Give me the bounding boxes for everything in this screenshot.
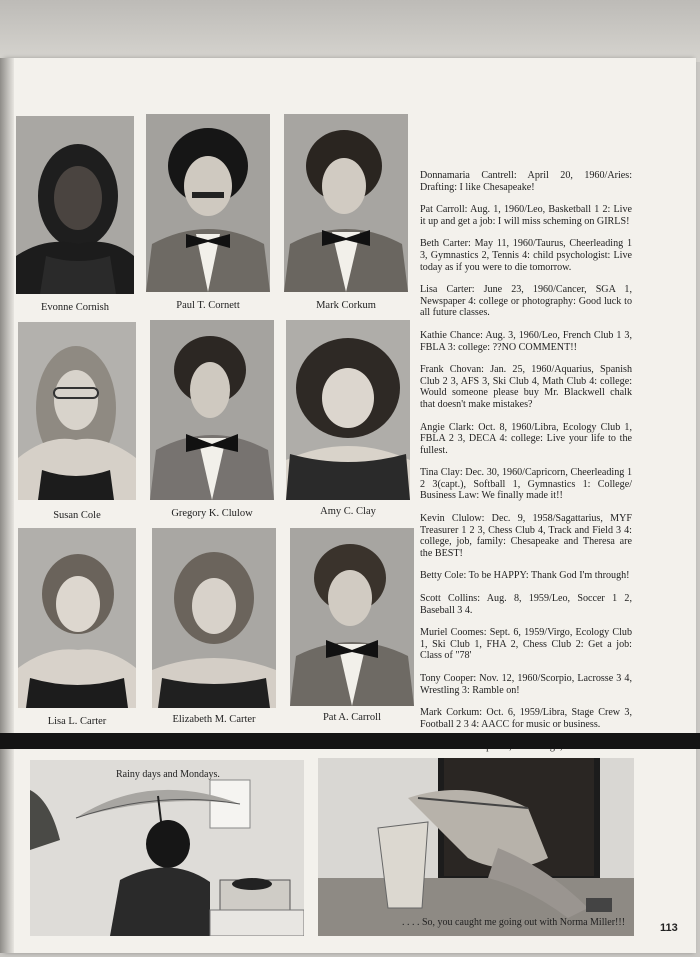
portrait-name: Evonne Cornish: [41, 302, 109, 313]
portrait-name: Lisa L. Carter: [47, 716, 107, 727]
portrait-photo: [284, 114, 408, 292]
portrait-photo: [16, 116, 134, 294]
portrait-name: Amy C. Clay: [320, 506, 376, 517]
bio-entry: Betty Cole: To be HAPPY: Thank God I'm through!: [420, 570, 630, 582]
portrait-photo: [152, 528, 276, 708]
bio-entry: Beth Carter: May 11, 1960/Taurus, Cheerleading 1 3, Gymnastics 2, Tennis 4: child psychologist: Live today as if you were to die tomorrow.: [420, 238, 632, 273]
portrait-photo: [150, 320, 274, 500]
bio-entry: Tony Cooper: Nov. 12, 1960/Scorpio, Lacrosse 3 4, Wrestling 3: Ramble on!: [420, 673, 632, 696]
bio-entry: Tina Clay: Dec. 30, 1960/Capricorn, Cheerleading 1 2 3(capt.), Softball 1, Gymnastics 1: College/ Business Law: We finally made it!!: [420, 467, 632, 502]
portrait-name: Elizabeth M. Carter: [172, 714, 256, 725]
divider-band: [0, 733, 700, 749]
portrait-photo: [146, 114, 270, 292]
bio-entry: Lisa Carter: June 23, 1960/Cancer, SGA 1, Newspaper 4: college or photography: Good luck to all future classes.: [420, 284, 632, 319]
portrait-photo: [18, 322, 136, 500]
portrait-photo: [286, 320, 410, 500]
bio-entry: Kevin Clulow: Dec. 9, 1958/Sagattarius, MYF Treasurer 1 2 3, Chess Club 4, Track and Field 3 4: college, job, family: Chesapeake and Theresa are the BEST!: [420, 513, 632, 559]
page-number: 113: [660, 922, 678, 934]
bio-entry: Frank Chovan: Jan. 25, 1960/Aquarius, Spanish Club 2 3, AFS 3, Ski Club 4, Math Club 4: college: Would someone please buy Mr. Blackwell chalk that doesn't make mistakes?: [420, 364, 632, 410]
bio-entry: Mark Corkum: Oct. 6, 1959/Libra, Stage Crew 3, Football 2 3 4: AACC for music or business.: [420, 707, 632, 730]
portrait-name: Paul T. Cornett: [176, 300, 240, 311]
bio-entry: Pat Carroll: Aug. 1, 1960/Leo, Basketball 1 2: Live it up and get a job: I will miss scheming on GIRLS!: [420, 204, 632, 227]
candid-caption: . . . . So, you caught me going out with Norma Miller!!!: [402, 917, 626, 928]
candid-caption: Rainy days and Mondays.: [116, 769, 220, 780]
bio-entry: Kathie Chance: Aug. 3, 1960/Leo, French Club 1 3, FBLA 3: college: ??NO COMMENT!!: [420, 329, 632, 353]
portrait-name: Gregory K. Clulow: [171, 508, 253, 519]
portrait-name: Susan Cole: [53, 510, 101, 521]
scan-shadow: [0, 0, 700, 62]
portrait-name: Pat A. Carroll: [322, 712, 382, 723]
portrait-name: Mark Corkum: [316, 300, 376, 311]
bio-entry: Angie Clark: Oct. 8, 1960/Libra, Ecology Club 1, FBLA 2 3, DECA 4: college: Live your life to the fullest.: [420, 421, 632, 456]
page-gutter: [0, 58, 14, 953]
portrait-photo: [290, 528, 414, 706]
candid-photo-trashcan: [318, 758, 634, 936]
portrait-photo: [18, 528, 136, 708]
candid-photo-umbrella: [30, 760, 304, 936]
senior-bios: [420, 170, 632, 764]
bio-entry: Muriel Coomes: Sept. 6, 1959/Virgo, Ecology Club 1, Ski Club 1, FHA 2, Chess Club 2: Get a job: Class of "78': [420, 627, 632, 662]
bio-entry: Scott Collins: Aug. 8, 1959/Leo, Soccer 1 2, Baseball 3 4.: [420, 593, 632, 616]
bio-entry: Donnamaria Cantrell: April 20, 1960/Aries: Drafting: I like Chesapeake!: [420, 170, 632, 193]
